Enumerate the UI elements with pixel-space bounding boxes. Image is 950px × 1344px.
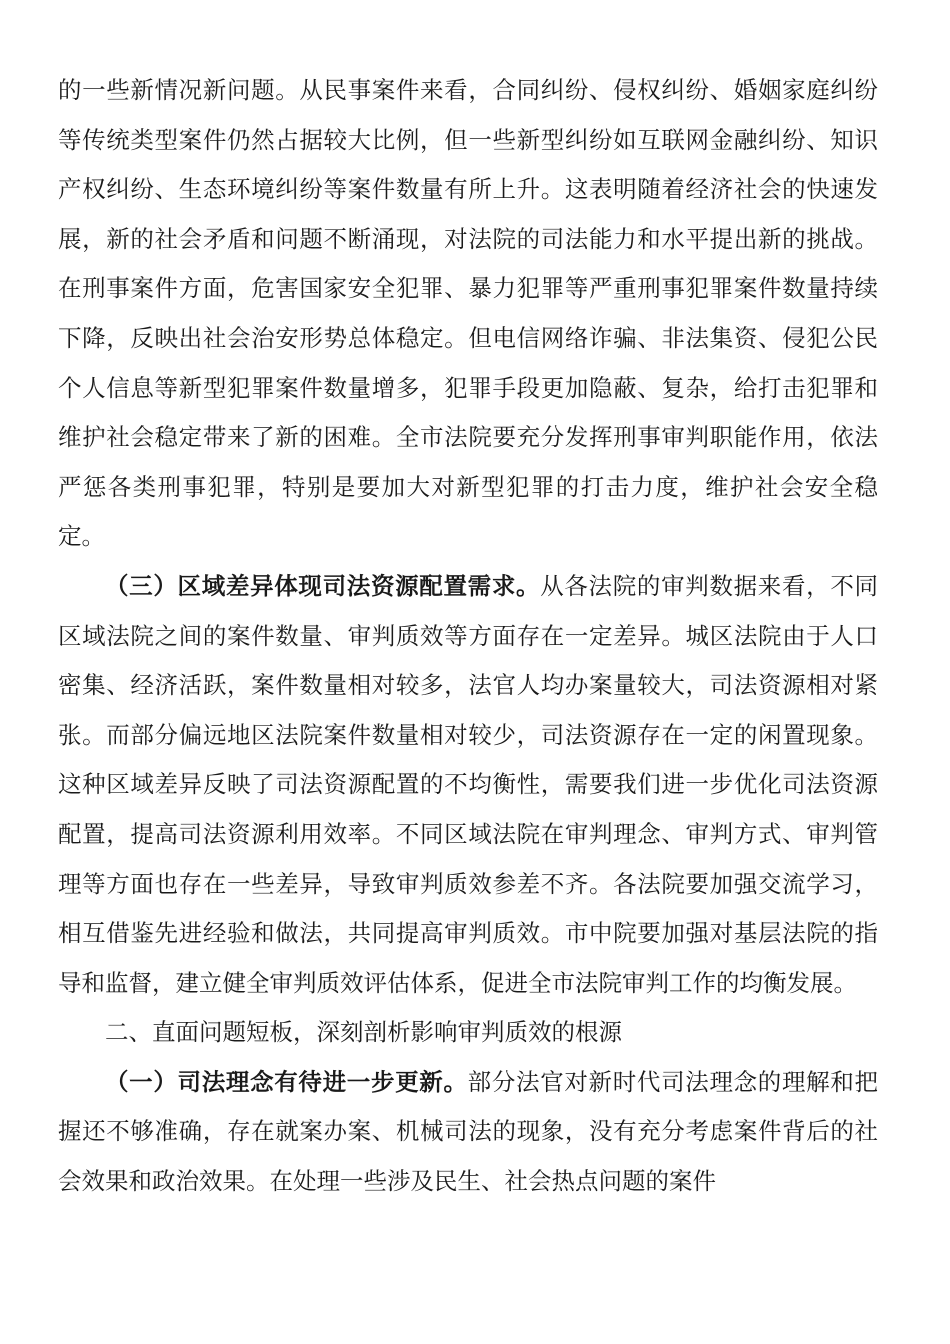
paragraph-body: 的一些新情况新问题。从民事案件来看，合同纠纷、侵权纠纷、婚姻家庭纠纷等传统类型案件仍然占据较大比例，但一些新型纠纷如互联网金融纠纷、知识产权纠纷、生态环境纠纷等案件数量有所上升。这表明随着经济社会的快速发展，新的社会矛盾和问题不断涌现，对法院的司法能力和水平提出新的挑战。在刑事案件方面，危害国家安全犯罪、暴力犯罪等严重刑事犯罪案件数量持续下降，反映出社会治安形势总体稳定。但电信网络诈骗、非法集资、侵犯公民个人信息等新型犯罪案件数量增多，犯罪手段更加隐蔽、复杂，给打击犯罪和维护社会稳定带来了新的困难。全市法院要充分发挥刑事审判职能作用，依法严惩各类刑事犯罪，特别是要加大对新型犯罪的打击力度，维护社会安全稳定。: [58, 76, 878, 551]
section-heading: 二、直面问题短板，深刻剖析影响审判质效的根源: [105, 1018, 622, 1047]
paragraph-body: 从各法院的审判数据来看，不同区域法院之间的案件数量、审判质效等方面存在一定差异。城区法院由于人口密集、经济活跃，案件数量相对较多，法官人均办案量较大，司法资源相对紧张。而部分偏远地区法院案件数量相对较少，司法资源存在一定的闲置现象。这种区域差异反映了司法资源配置的不均衡性，需要我们进一步优化司法资源配置，提高司法资源利用效率。不同区域法院在审判理念、审判方式、审判管理等方面也存在一些差异，导致审判质效参差不齐。各法院要加强交流学习，相互借鉴先进经验和做法，共同提高审判质效。市中院要加强对基层法院的指导和监督，建立健全审判质效评估体系，促进全市法院审判工作的均衡发展。: [58, 571, 879, 997]
paragraph-body: 部分法官对新时代司法理念的理解和把握还不够准确，存在就案办案、机械司法的现象，没有充分考虑案件背后的社会效果和政治效果。在处理一些涉及民生、社会热点问题的案件: [58, 1067, 879, 1196]
paragraph-lead-heading: （一）司法理念有待进一步更新。: [105, 1067, 468, 1096]
paragraph-continuation: [58, 66, 878, 562]
paragraph-regional-differences: [58, 562, 878, 1008]
paragraph-lead-heading: （三）区域差异体现司法资源配置需求。: [105, 571, 541, 600]
document-page: [58, 66, 878, 1207]
paragraph-judicial-concepts: [58, 1058, 878, 1207]
